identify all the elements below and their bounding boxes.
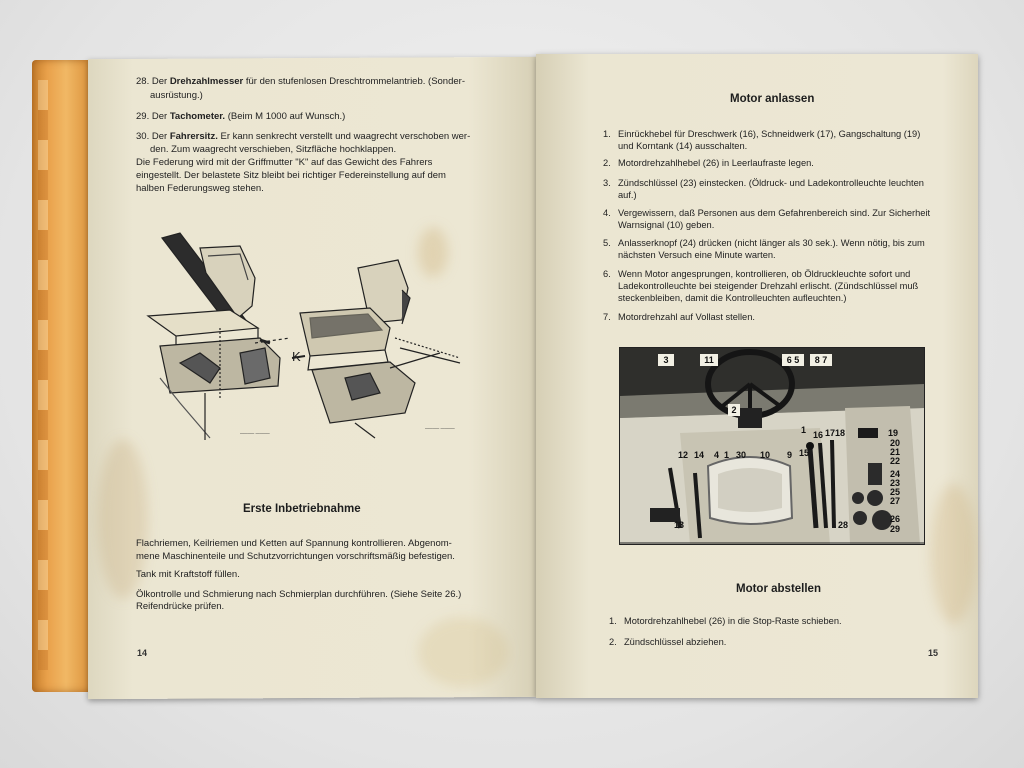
callout-19: 19: [888, 428, 899, 438]
callout-14: 14: [694, 450, 705, 460]
item-28-line2: ausrüstung.): [150, 90, 203, 101]
callout-18: 18: [835, 428, 846, 438]
callout-29: 29: [890, 524, 901, 534]
item-30-line: eingestellt. Der belastete Sitz bleibt bei richtiger Federeinstellung auf dem: [136, 170, 446, 181]
stain: [418, 617, 508, 687]
item-30: 30. Der Fahrersitz. Er kann senkrecht verstellt und waagrecht verschoben wer-: [136, 131, 471, 142]
section-title-erste-inbetriebnahme: Erste Inbetriebnahme: [243, 503, 361, 515]
callout-4: 4: [714, 450, 720, 460]
start-step-7: 7. Motordrehzahl auf Vollast stellen.: [603, 312, 755, 322]
paragraph: mene Maschinenteile und Schutzvorrichtungen vorschriftsmäßig befestigen.: [136, 551, 455, 562]
paragraph: Flachriemen, Keilriemen und Ketten auf Spannung kontrollieren. Abgenom-: [136, 538, 452, 549]
start-step-5: 5. Anlasserknopf (24) drücken (nicht länger als 30 sek.). Wenn nötig, bis zum nächsten Versuch eine Minute warten.: [603, 238, 925, 260]
callout-25: 25: [890, 487, 901, 497]
page-number-right: 15: [928, 648, 939, 658]
seat-illustration: [140, 228, 470, 443]
stain: [931, 484, 976, 624]
callout-10: 10: [760, 450, 771, 460]
callout-2: 2: [728, 404, 740, 416]
item-30-line: Die Federung wird mit der Griffmutter "K" auf das Gewicht des Fahrers: [136, 157, 433, 168]
start-step-4: 4. Vergewissern, daß Personen aus dem Gefahrenbereich sind. Zur Sicherheit Warnsignal (10) geben.: [603, 208, 931, 230]
callout-13: 13: [674, 520, 685, 530]
callout-9: 9: [787, 450, 793, 460]
callout-17: 17: [825, 428, 836, 438]
paragraph: Ölkontrolle und Schmierung nach Schmierplan durchführen. (Siehe Seite 26.): [136, 589, 462, 600]
section-title-motor-abstellen: Motor abstellen: [736, 583, 821, 595]
callout-20: 20: [890, 438, 901, 448]
callout-30: 30: [736, 450, 747, 460]
svg-text:──── ────: ──── ────: [425, 426, 455, 432]
page-number-left: 14: [137, 648, 148, 658]
cab-photo-drawing: [620, 348, 924, 544]
item-29: 29. Der Tachometer. (Beim M 1000 auf Wunsch.): [136, 111, 346, 122]
callout-8-7: 8 7: [810, 354, 832, 366]
paragraph: Tank mit Kraftstoff füllen.: [136, 569, 240, 580]
item-28: 28. Der Drehzahlmesser für den stufenlosen Dreschtrommelantrieb. (Sonder-: [136, 76, 465, 87]
item-30-line: halben Federungsweg stehen.: [136, 183, 264, 194]
callout-23: 23: [890, 478, 901, 488]
stop-step-1: 1. Motordrehzahlhebel (26) in die Stop-Raste schieben.: [609, 616, 842, 626]
callout-6-5: 6 5: [782, 354, 804, 366]
callout-11: 11: [700, 354, 718, 366]
seat-label-k: K: [292, 349, 301, 364]
callout-22: 22: [890, 456, 901, 466]
start-step-6: 6. Wenn Motor angesprungen, kontrollieren, ob Öldruckleuchte sofort und Ladekontrolleuchte bei steigender Drehzahl erlischt. (Zündschlüssel muß steckenbleiben, damit die Kontrolleuchten aufleuchten.): [603, 269, 919, 303]
svg-text:──── ────: ──── ────: [240, 431, 270, 437]
callout-15: 15: [799, 448, 810, 458]
callout-12: 12: [678, 450, 689, 460]
callout-24: 24: [890, 469, 901, 479]
callout-1b: 1: [724, 450, 730, 460]
callout-26: 26: [890, 514, 901, 524]
item-30-line: den. Zum waagrecht verschieben, Sitzfläche hochklappen.: [150, 144, 397, 155]
callout-16: 16: [813, 430, 824, 440]
callout-3: 3: [658, 354, 674, 366]
book-cover-edge: [32, 60, 94, 692]
stop-step-2: 2. Zündschlüssel abziehen.: [609, 637, 727, 647]
start-step-3: 3. Zündschlüssel (23) einstecken. (Öldruck- und Ladekontrolleuchte leuchten auf.): [603, 178, 924, 200]
callout-21: 21: [890, 447, 901, 457]
start-step-1: 1. Einrückhebel für Dreschwerk (16), Schneidwerk (17), Gangschaltung (19) und Korntank (14) ausschalten.: [603, 129, 921, 151]
callout-28: 28: [838, 520, 849, 530]
section-title-motor-anlassen: Motor anlassen: [730, 93, 815, 105]
paragraph: Reifendrücke prüfen.: [136, 601, 225, 612]
cab-controls-photo: [619, 347, 925, 545]
start-step-2: 2. Motordrehzahlhebel (26) in Leerlaufraste legen.: [603, 158, 814, 168]
callout-27: 27: [890, 496, 901, 506]
callout-1: 1: [801, 425, 807, 435]
